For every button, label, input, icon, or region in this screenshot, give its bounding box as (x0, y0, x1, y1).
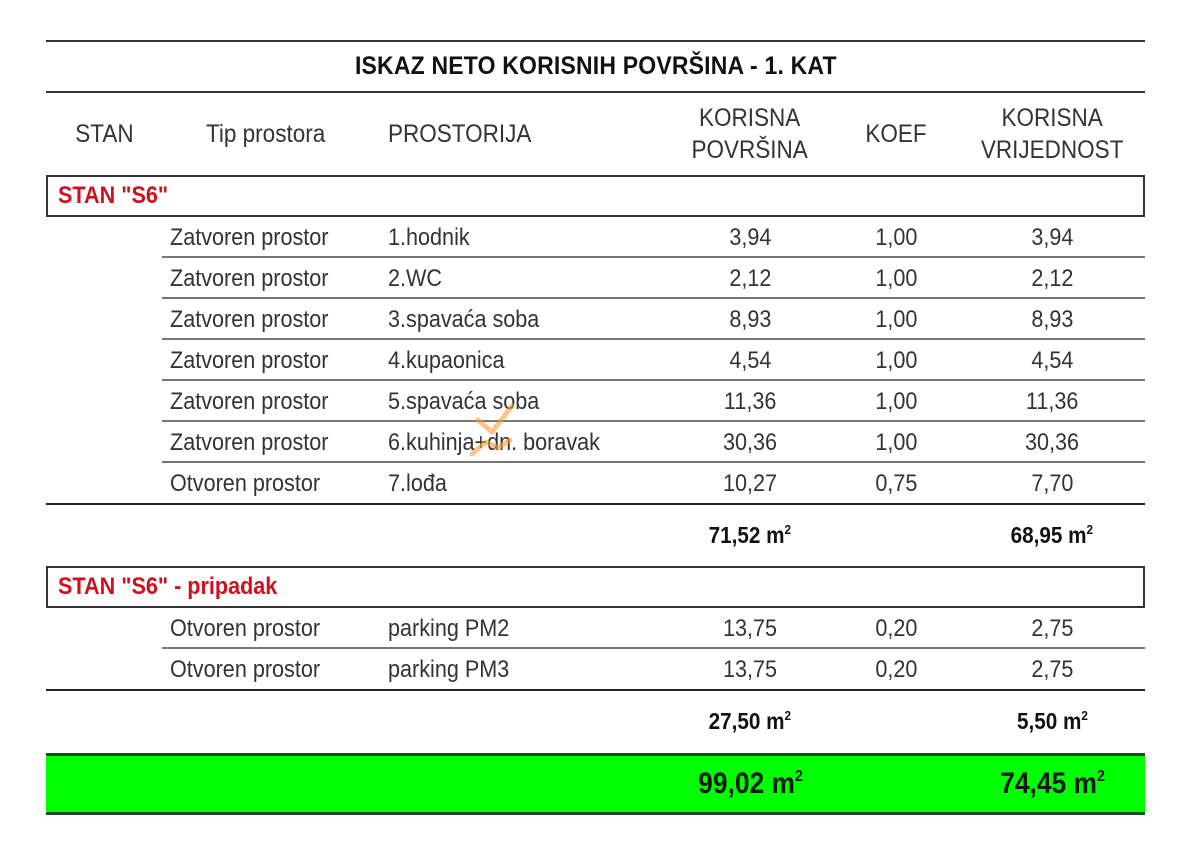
cell-povrsina: 3,94 (728, 223, 772, 251)
cell-povrsina: 8,93 (728, 305, 772, 333)
cell-povrsina: 4,54 (728, 346, 772, 374)
table-row (46, 608, 1145, 649)
cell-tip-prostora: Otvoren prostor (170, 655, 321, 683)
cell-vrijednost: 3,94 (1030, 223, 1074, 251)
subtotal-row-pripadak (46, 691, 1145, 752)
col-header-koef-label: KOEF (865, 120, 927, 148)
cell-vrijednost: 8,93 (1030, 305, 1074, 333)
table-header-row (46, 93, 1145, 175)
table-row (46, 422, 1145, 463)
cell-tip-prostora: Otvoren prostor (170, 614, 321, 642)
cell-vrijednost: 7,70 (1030, 469, 1074, 497)
section-label: STAN "S6" - pripadak (58, 573, 278, 600)
col-header-koef (846, 93, 946, 175)
cell-vrijednost: 11,36 (1025, 387, 1079, 415)
cell-koef: 1,00 (874, 305, 918, 333)
table-row (46, 217, 1145, 258)
cell-koef: 1,00 (874, 346, 918, 374)
section-label: STAN "S6" (58, 182, 169, 209)
subtotal-povrsina: 71,52 $m^2$ (708, 522, 792, 548)
grand-total-row (46, 753, 1145, 815)
subtotal-row-stan-s6 (46, 505, 1145, 566)
cell-prostorija: 7.lođa (388, 469, 447, 497)
cell-povrsina: 2,12 (728, 264, 772, 292)
cell-povrsina: 10,27 (722, 469, 778, 497)
subtotal-vrijednost: 68,95 $m^2$ (1010, 522, 1094, 548)
cell-prostorija: 6.kuhinja+dn. boravak (388, 428, 600, 456)
table-row (46, 299, 1145, 340)
total-vrijednost: 74,45 $m^2$ (999, 767, 1105, 800)
cell-tip-prostora: Otvoren prostor (170, 469, 321, 497)
cell-prostorija: 5.spavaća soba (388, 387, 540, 415)
cell-koef: 0,75 (874, 469, 918, 497)
cell-tip-prostora: Zatvoren prostor (170, 223, 329, 251)
cell-povrsina: 13,75 (722, 614, 778, 642)
cell-povrsina: 13,75 (722, 655, 778, 683)
col-header-povrsina-line1: KORISNA (699, 104, 801, 132)
cell-povrsina: 11,36 (723, 387, 777, 415)
table-title-row (46, 40, 1145, 93)
col-header-tip-label: Tip prostora (206, 120, 326, 148)
cell-prostorija: parking PM2 (388, 614, 510, 642)
cell-tip-prostora: Zatvoren prostor (170, 428, 329, 456)
cell-koef: 1,00 (874, 223, 918, 251)
page-title: ISKAZ NETO KORISNIH POVRŠINA - 1. KAT (354, 52, 837, 80)
cell-tip-prostora: Zatvoren prostor (170, 346, 329, 374)
cell-prostorija: 3.spavaća soba (388, 305, 540, 333)
cell-prostorija: parking PM3 (388, 655, 510, 683)
col-header-povrsina-line2: POVRŠINA (691, 136, 809, 164)
cell-koef: 1,00 (874, 428, 918, 456)
cell-koef: 0,20 (874, 614, 918, 642)
table-row (46, 649, 1145, 690)
subtotal-vrijednost: 5,50 $m^2$ (1016, 708, 1088, 734)
col-header-stan (72, 93, 137, 175)
col-header-tip-prostora (206, 93, 338, 175)
cell-prostorija: 2.WC (388, 264, 442, 292)
subtotal-povrsina: 27,50 $m^2$ (708, 708, 792, 734)
col-header-korisna-povrsina (660, 93, 840, 175)
col-header-prostorija (388, 93, 547, 175)
cell-koef: 1,00 (874, 387, 918, 415)
cell-vrijednost: 4,54 (1030, 346, 1074, 374)
cell-tip-prostora: Zatvoren prostor (170, 305, 329, 333)
col-header-vrijednost-line1: KORISNA (1001, 104, 1103, 132)
cell-koef: 1,00 (874, 264, 918, 292)
section-header-stan-s6-pripadak (46, 566, 1145, 608)
col-header-korisna-vrijednost (962, 93, 1142, 175)
table-row (46, 463, 1145, 504)
cell-prostorija: 4.kupaonica (388, 346, 505, 374)
cell-vrijednost: 2,75 (1030, 614, 1074, 642)
cell-koef: 0,20 (874, 655, 918, 683)
table-row (46, 381, 1145, 422)
cell-vrijednost: 30,36 (1024, 428, 1080, 456)
col-header-stan-label: STAN (75, 120, 134, 148)
cell-tip-prostora: Zatvoren prostor (170, 387, 329, 415)
cell-povrsina: 30,36 (722, 428, 778, 456)
cell-prostorija: 1.hodnik (388, 223, 470, 251)
cell-vrijednost: 2,12 (1030, 264, 1074, 292)
section-header-stan-s6 (46, 175, 1145, 217)
col-header-prostorija-label: PROSTORIJA (388, 120, 532, 148)
col-header-vrijednost-line2: VRIJEDNOST (980, 136, 1124, 164)
table-row (46, 340, 1145, 381)
table-row (46, 258, 1145, 299)
total-povrsina: 99,02 $m^2$ (697, 767, 803, 800)
cell-vrijednost: 2,75 (1030, 655, 1074, 683)
cell-tip-prostora: Zatvoren prostor (170, 264, 329, 292)
